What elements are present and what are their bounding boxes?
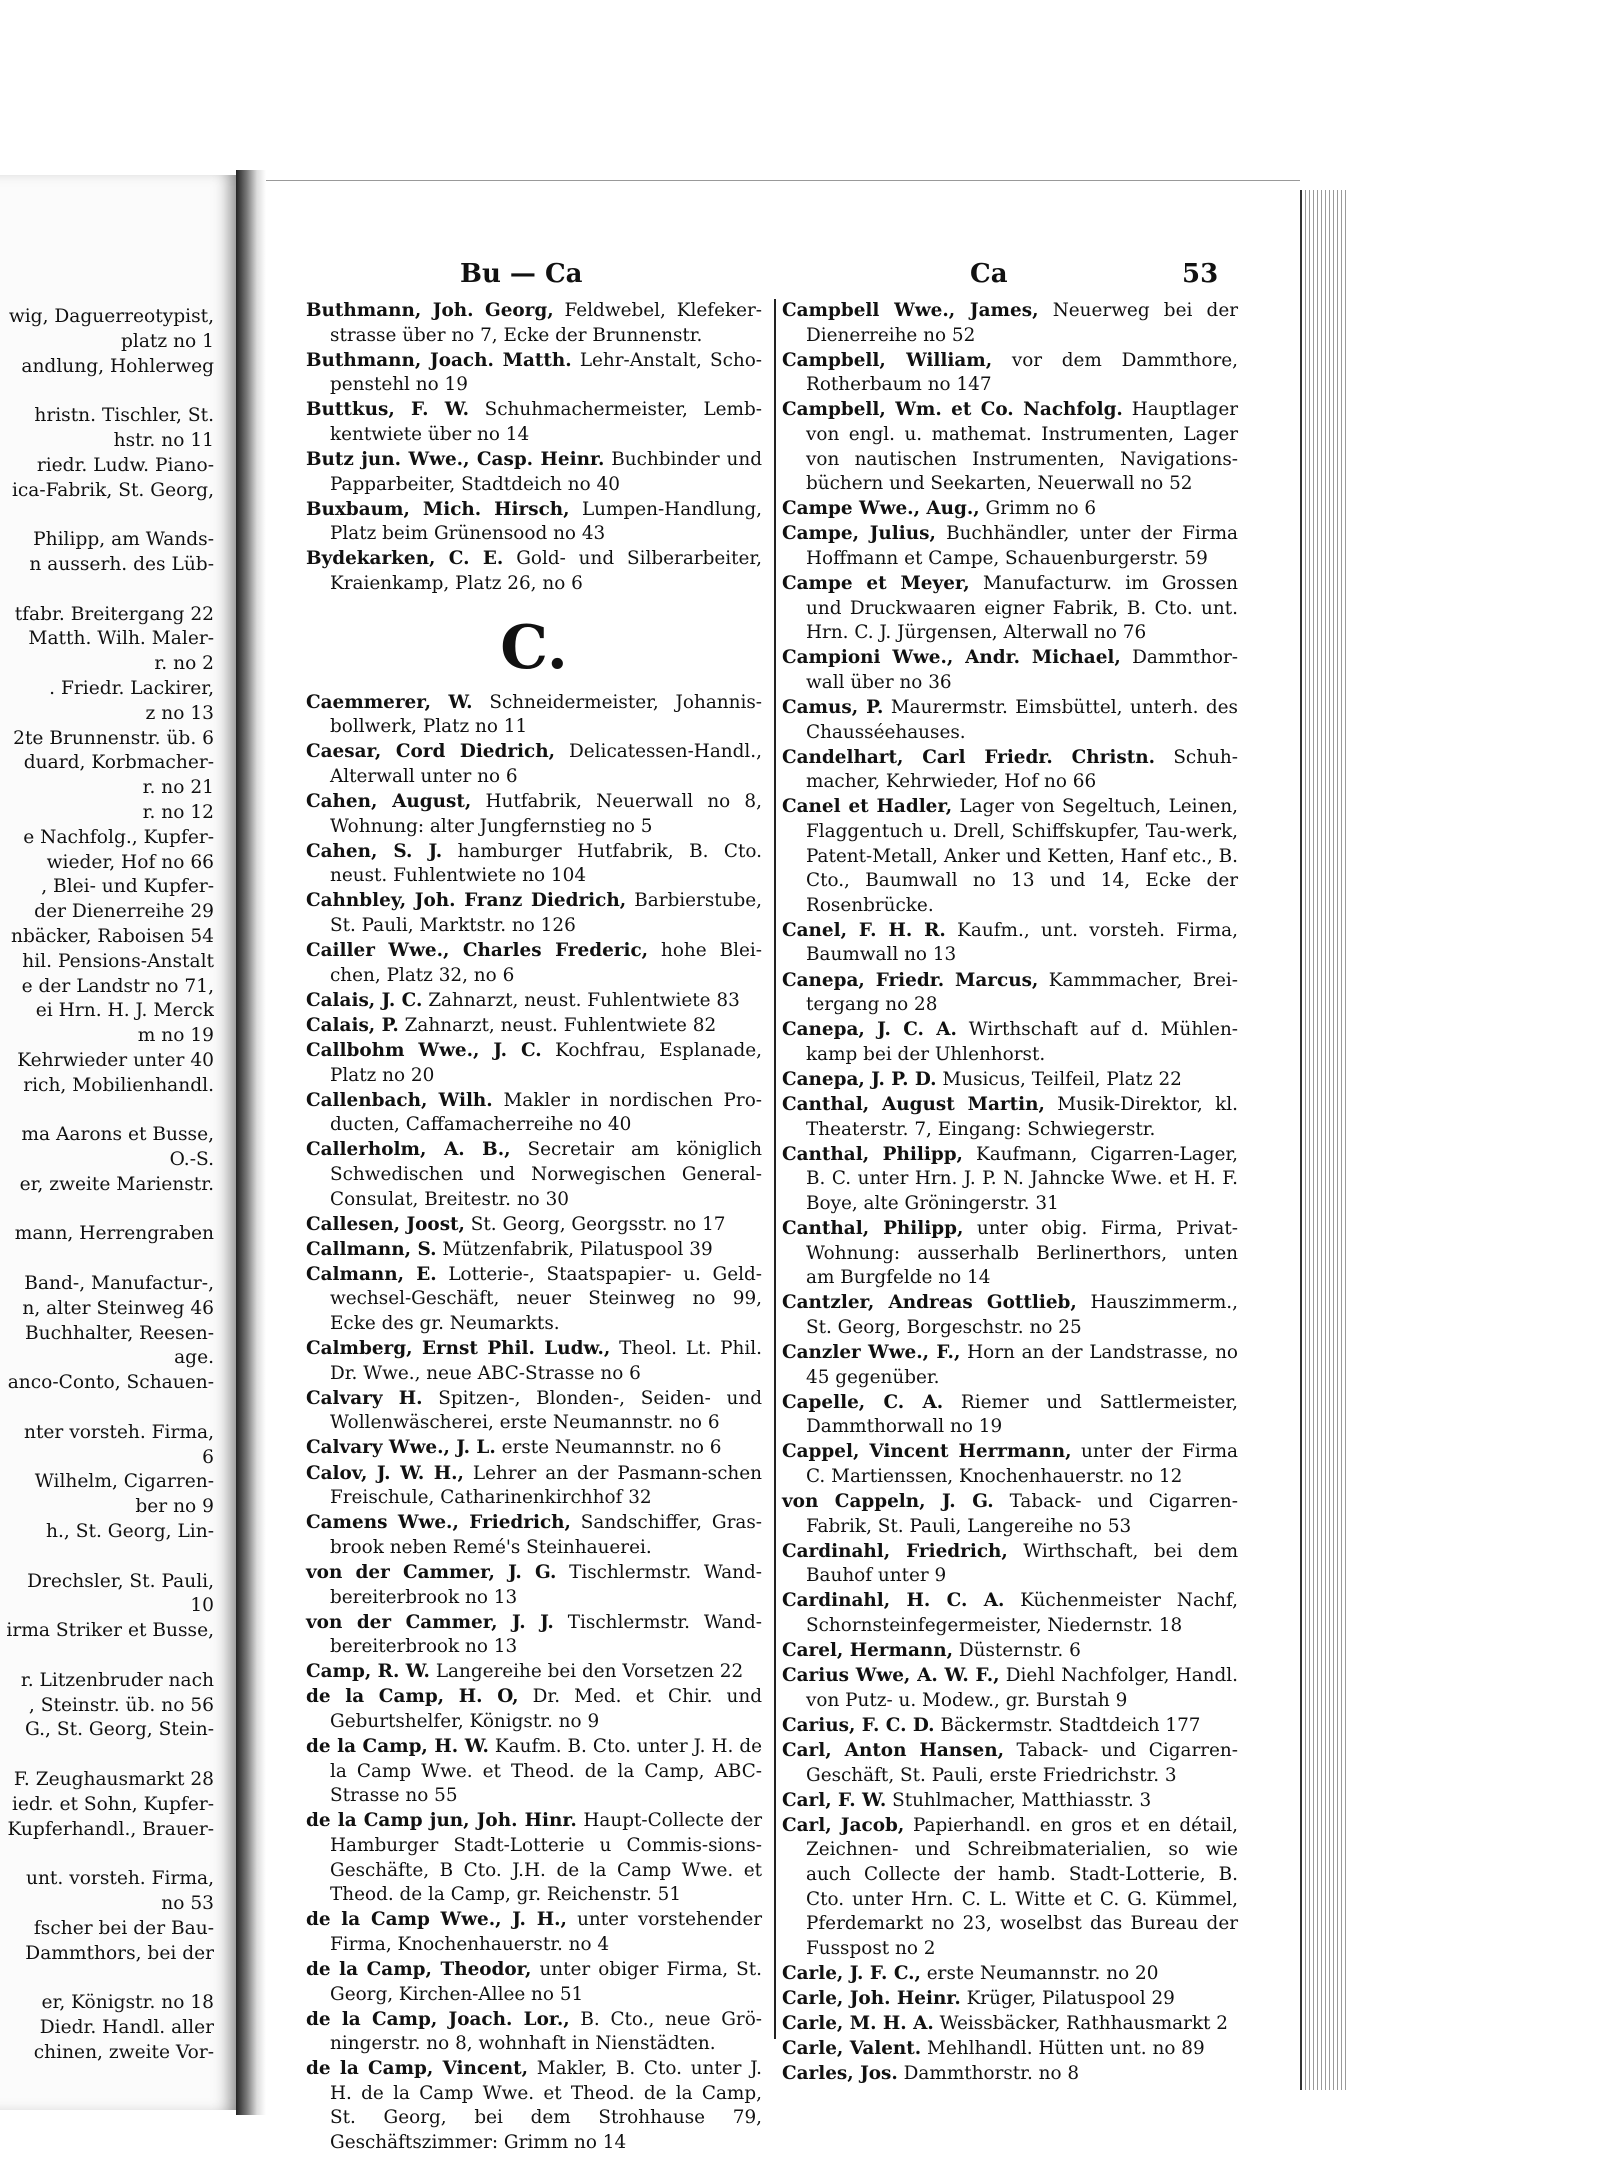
entry-details: erste Neumannstr. no 20	[920, 1962, 1159, 1984]
entry-name: Candelhart, Carl Friedr. Christn.	[782, 746, 1155, 768]
entry-details: Dammthorstr. no 8	[897, 2063, 1080, 2085]
entry-name: Callesen, Joost,	[306, 1213, 465, 1235]
header-range: Bu — Ca	[460, 259, 583, 289]
directory-entry	[306, 498, 762, 547]
entry-name: Carle, Valent.	[782, 2038, 922, 2060]
directory-entry	[782, 2012, 1238, 2037]
left-page-line: e Nachfolg., Kupfer-	[23, 826, 214, 848]
right-page	[266, 180, 1300, 2154]
entry-name: Carles, Jos.	[782, 2063, 898, 2085]
directory-entry	[306, 1462, 762, 1511]
entry-details: Kaufm., unt. vorsteh. Firma, Baumwall no 13	[806, 919, 1238, 966]
entry-details: Makler, B. Cto. unter J. H. de la Camp Wwe. et Theod. de la Camp, St. Georg, bei dem Strohhause 79, Geschäftszimmer: Grimm no 14	[330, 2058, 762, 2154]
entry-name: Buttkus, F. W.	[306, 399, 469, 421]
entry-details: Krüger, Pilatuspool 29	[960, 1987, 1175, 2009]
directory-entry	[782, 795, 1238, 918]
directory-entry	[782, 2037, 1238, 2062]
left-page-line: Drechsler, St. Pauli,	[27, 1570, 214, 1592]
entry-name: Calais, P.	[306, 1014, 399, 1036]
left-page-line: Dammthors, bei der	[25, 1942, 214, 1964]
entry-name: Calov, J. W. H.,	[306, 1462, 464, 1484]
left-page-line: fscher bei der Bau-	[33, 1917, 214, 1939]
entry-name: de la Camp Wwe., J. H.,	[306, 1909, 567, 1931]
entry-name: Carle, Joh. Heinr.	[782, 1987, 961, 2009]
entry-name: Capelle, C. A.	[782, 1391, 944, 1413]
directory-entry	[782, 919, 1238, 968]
entry-details: Diehl Nachfolger, Handl. von Putz- u. Modew., gr. Burstah 9	[806, 1665, 1239, 1711]
entry-name: Callerholm, A. B.,	[306, 1139, 511, 1161]
header-letters: Ca	[970, 259, 1008, 289]
directory-entry	[306, 1511, 762, 1560]
section-letter: C.	[500, 612, 568, 683]
entry-name: von der Cammer, J. J.	[306, 1611, 554, 1633]
entry-details: Mehlhandl. Hütten unt. no 89	[921, 2038, 1205, 2060]
entry-details: Düsternstr. 6	[953, 1640, 1081, 1662]
directory-entry	[782, 1987, 1238, 2012]
directory-entry	[782, 1589, 1238, 1638]
entry-name: Cahen, August,	[306, 791, 472, 812]
left-page-text	[0, 305, 214, 2066]
entry-name: Canel et Hadler,	[782, 796, 953, 818]
entry-details: hamburger Hutfabrik, B. Cto. neust. Fuhlentwiete no 104	[330, 840, 762, 887]
directory-entry	[306, 1238, 762, 1263]
entry-details: hohe Blei-chen, Platz 32, no 6	[330, 940, 762, 986]
left-page-line: O.-S.	[169, 1149, 214, 1171]
directory-entry	[306, 398, 762, 447]
entry-details: Theol. Lt. Phil. Dr. Wwe., neue ABC-Strasse no 6	[330, 1338, 762, 1384]
directory-entry	[306, 790, 762, 839]
left-page-line: r. no 12	[142, 801, 214, 823]
directory-entry	[306, 1561, 762, 1610]
entry-name: Campioni Wwe., Andr. Michael,	[782, 647, 1121, 669]
entry-details: Kaufm. B. Cto. unter J. H. de la Camp Wwe. et Theod. de la Camp, ABC-Strasse no 55	[330, 1736, 762, 1807]
left-page-line: er, zweite Marienstr.	[19, 1173, 214, 1195]
directory-entry	[782, 1217, 1238, 1291]
entry-name: Carle, M. H. A.	[782, 2012, 934, 2034]
entry-name: Campbell, Wm. et Co. Nachfolg.	[782, 399, 1123, 421]
left-page-line: e der Landstr no 71,	[21, 975, 214, 997]
left-page-line: Diedr. Handl. aller	[39, 2016, 214, 2038]
entries-before-section	[306, 299, 762, 597]
entry-details: Horn an der Landstrasse, no 45 gegenüber.	[806, 1341, 1238, 1388]
entry-details: Zahnarzt, neust. Fuhlentwiete 82	[398, 1014, 717, 1036]
entry-details: Barbierstube, St. Pauli, Marktstr. no 126	[330, 890, 762, 936]
directory-entry	[782, 1490, 1238, 1539]
directory-entry	[782, 1440, 1238, 1489]
entry-details: Manufacturw. im Grossen und Druckwaaren eigner Fabrik, B. Cto. unt. Hrn. C. J. Jürgensen, Alterwall no 76	[806, 573, 1238, 644]
entry-name: de la Camp, Vincent,	[306, 2058, 529, 2080]
entry-name: Carl, Jacob,	[782, 1814, 905, 1836]
directory-entry	[306, 1039, 762, 1088]
directory-entry	[782, 299, 1238, 348]
left-page-line: Wilhelm, Cigarren-	[34, 1471, 214, 1493]
entry-details: Taback- und Cigarren-Geschäft, St. Pauli, erste Friedrichstr. 3	[806, 1739, 1238, 1786]
entry-details: Taback- und Cigarren-Fabrik, St. Pauli, Langereihe no 53	[806, 1491, 1238, 1537]
left-page-line	[0, 503, 214, 528]
directory-entry	[782, 1391, 1238, 1440]
entry-details: Lager von Segeltuch, Leinen, Flaggentuch u. Drell, Schiffskupfer, Tau-werk, Patent-Metall, Anker und Ketten, Hanf etc., B. Cto., Baumwall no 13 und 14, Ecke der Rosenbrücke.	[806, 796, 1238, 916]
directory-entry	[782, 1093, 1238, 1142]
entry-name: Canepa, Friedr. Marcus,	[782, 969, 1039, 991]
left-page-line: riedr. Ludw. Piano-	[36, 454, 214, 476]
directory-entry	[306, 1436, 762, 1461]
entry-details: unter obiger Firma, St. Georg, Kirchen-Allee no 51	[330, 1958, 762, 2005]
left-page-line: nbäcker, Raboisen 54	[11, 925, 214, 947]
entry-details: Musicus, Teilfeil, Platz 22	[936, 1068, 1182, 1090]
entry-name: Campbell Wwe., James,	[782, 300, 1039, 321]
entry-details: Maurermstr. Eimsbüttel, unterh. des Chausséehauses.	[806, 697, 1238, 743]
entry-details: Wirthschaft, bei dem Bauhof unter 9	[806, 1540, 1239, 1587]
left-page-line: 6	[202, 1446, 214, 1468]
entry-details: Schuhmachermeister, Lemb-kentwiete über no 14	[330, 399, 762, 445]
directory-entry	[306, 1138, 762, 1212]
directory-entry	[782, 1540, 1238, 1589]
entry-details: unter der Firma C. Martienssen, Knochenhauerstr. no 12	[806, 1441, 1238, 1487]
directory-entry	[306, 1908, 762, 1957]
left-page-line: , Blei- und Kupfer-	[41, 876, 214, 898]
left-page-line: no 53	[161, 1893, 214, 1914]
directory-entry	[306, 1014, 762, 1039]
entry-details: Lehrer an der Pasmann-schen Freischule, Catharinenkirchhof 32	[330, 1462, 762, 1509]
directory-entry	[782, 1068, 1238, 1093]
entry-name: Calvary Wwe., J. L.	[306, 1437, 496, 1459]
entry-name: Cailler Wwe., Charles Frederic,	[306, 940, 649, 962]
entry-details: Weissbäcker, Rathhausmarkt 2	[933, 2012, 1228, 2034]
entry-details: Riemer und Sattlermeister, Dammthorwall no 19	[806, 1391, 1238, 1438]
entry-name: Carius, F. C. D.	[782, 1714, 935, 1736]
left-page-line: iedr. et Sohn, Kupfer-	[11, 1793, 214, 1815]
entry-name: Camens Wwe., Friedrich,	[306, 1512, 571, 1534]
directory-entry	[306, 2057, 762, 2155]
left-page-line: G., St. Georg, Stein-	[24, 1719, 214, 1741]
directory-entry	[306, 1958, 762, 2007]
entry-details: Kochfrau, Esplanade, Platz no 20	[330, 1039, 762, 1086]
left-page-line: hil. Pensions-Anstalt	[22, 950, 214, 972]
entry-name: Callmann, S.	[306, 1238, 437, 1260]
entry-details: St. Georg, Georgsstr. no 17	[464, 1213, 726, 1235]
directory-entry	[782, 1018, 1238, 1067]
entry-name: Camus, P.	[782, 697, 884, 718]
entry-name: Carle, J. F. C.,	[782, 1962, 921, 1984]
directory-entry	[306, 989, 762, 1014]
page-edges	[1300, 190, 1348, 2090]
left-page-line: ber no 9	[135, 1496, 214, 1518]
left-page-line	[0, 1198, 214, 1223]
entry-name: Canthal, August Martin,	[782, 1094, 1045, 1115]
directory-entry	[306, 1089, 762, 1138]
directory-entry	[782, 1789, 1238, 1814]
directory-column-left	[306, 299, 762, 2156]
directory-entry	[306, 1213, 762, 1238]
entry-details: Dr. Med. et Chir. und Geburtshelfer, Königstr. no 9	[330, 1686, 762, 1732]
entry-name: Carel, Hermann,	[782, 1640, 954, 1662]
entry-name: Cappel, Vincent Herrmann,	[782, 1441, 1072, 1463]
left-page-line: andlung, Hohlerweg	[21, 355, 214, 377]
directory-entry	[306, 1735, 762, 1809]
left-page-line: Band-, Manufactur-,	[24, 1273, 214, 1295]
left-page-line: wieder, Hof no 66	[46, 851, 214, 873]
entry-details: Wirthschaft auf d. Mühlen-kamp bei der Uhlenhorst.	[806, 1019, 1238, 1065]
entry-details: Bäckermstr. Stadtdeich 177	[934, 1714, 1201, 1736]
entry-details: Hauptlager von engl. u. mathemat. Instrumenten, Lager von nautischen Instrumenten, Navigations-büchern und Seekarten, Neuerwall no 52	[806, 399, 1238, 495]
entry-details: Langereihe bei den Vorsetzen 22	[429, 1661, 744, 1683]
entry-name: Cantzler, Andreas Gottlieb,	[782, 1292, 1077, 1314]
left-page-line: r. Litzenbruder nach	[20, 1669, 214, 1691]
entry-details: Buchhändler, unter der Firma Hoffmann et Campe, Schauenburgerstr. 59	[806, 523, 1238, 569]
entry-name: Calmann, E.	[306, 1263, 437, 1285]
entry-name: Buxbaum, Mich. Hirsch,	[306, 498, 570, 520]
entry-name: Cardinahl, H. C. A.	[782, 1590, 1005, 1612]
entry-name: Calvary H.	[306, 1387, 423, 1409]
entry-name: Bydekarken, C. E.	[306, 548, 504, 570]
left-page-line: n ausserh. des Lüb-	[29, 553, 214, 575]
directory-entry	[782, 1714, 1238, 1739]
entry-details: Delicatessen-Handl., Alterwall unter no 6	[330, 741, 762, 787]
entry-details: vor dem Dammthore, Rotherbaum no 147	[806, 349, 1238, 396]
entry-name: de la Camp jun, Joh. Hinr.	[306, 1810, 577, 1832]
entry-details: Lehr-Anstalt, Scho-penstehl no 19	[330, 349, 763, 396]
entry-name: de la Camp, H. O,	[306, 1686, 519, 1708]
directory-entry	[306, 448, 762, 497]
entry-name: Canthal, Philipp,	[782, 1143, 963, 1165]
entry-details: Hauszimmerm., St. Georg, Borgeschstr. no 25	[806, 1292, 1238, 1338]
entry-name: Buthmann, Joach. Matth.	[306, 349, 572, 371]
entry-details: Haupt-Collecte der Hamburger Stadt-Lotterie u Commis-sions-Geschäfte, B Cto. J.H. de la Camp Wwe. et Theod. de la Camp, gr. Reichenstr. 51	[330, 1810, 762, 1906]
entry-details: Feldwebel, Klefeker-strasse über no 7, Ecke der Brunnenstr.	[330, 300, 762, 346]
left-page-line: chinen, zweite Vor-	[33, 2041, 214, 2063]
left-page-line: unt. vorsteh. Firma,	[25, 1868, 214, 1890]
left-page-line: 2te Brunnenstr. üb. 6	[13, 727, 214, 749]
entry-name: Cardinahl, Friedrich,	[782, 1540, 1008, 1562]
left-page-line	[0, 1842, 214, 1867]
directory-entry	[306, 939, 762, 988]
entry-details: unter vorstehender Firma, Knochenhauerstr. no 4	[330, 1909, 762, 1955]
entry-name: Campe et Meyer,	[782, 573, 970, 595]
left-page-line: tfabr. Breitergang 22	[14, 603, 214, 625]
left-page-line: rich, Mobilienhandl.	[23, 1074, 214, 1096]
entry-details: Papierhandl. en gros et en détail, Zeichnen- und Schreibmaterialien, so wie auch Collecte der hamb. Stadt-Lotterie, B. Cto. unter Hrn. C. L. Witte et C. G. Kümmel, Pferdemarkt no 23, woselbst das Bureau der Fusspost no 2	[806, 1814, 1238, 1959]
directory-entry	[782, 746, 1238, 795]
entry-details: Dammthor-wall über no 36	[806, 647, 1238, 693]
directory-entry	[782, 1814, 1238, 1962]
entry-name: Cahnbley, Joh. Franz Diedrich,	[306, 890, 627, 912]
left-page-line: Kehrwieder unter 40	[17, 1049, 214, 1071]
entry-details: Secretair am königlich Schwedischen und Norwegischen General-Consulat, Breitestr. no 30	[330, 1139, 762, 1210]
entry-name: de la Camp, Joach. Lor.,	[306, 2008, 570, 2030]
entry-name: Calais, J. C.	[306, 989, 423, 1011]
entry-details: Mützenfabrik, Pilatuspool 39	[436, 1238, 713, 1260]
left-page-line: hristn. Tischler, St.	[34, 405, 214, 427]
page-number: 53	[1182, 259, 1219, 289]
left-page-line	[0, 1743, 214, 1768]
left-page-line	[0, 1396, 214, 1421]
entry-details: Schuh-macher, Kehrwieder, Hof no 66	[806, 746, 1238, 793]
directory-entry	[306, 1387, 762, 1436]
entry-details: Tischlermstr. Wand-bereiterbrook no 13	[330, 1561, 762, 1608]
entry-name: Callbohm Wwe., J. C.	[306, 1039, 542, 1061]
entry-name: Buthmann, Joh. Georg,	[306, 300, 554, 321]
directory-entry	[306, 2008, 762, 2057]
left-page-line: ica-Fabrik, St. Georg,	[11, 479, 214, 501]
entry-details: Kaufmann, Cigarren-Lager, B. C. unter Hrn. J. P. N. Jahncke Wwe. et H. F. Boye, alte Gröningerstr. 31	[806, 1143, 1238, 1214]
entry-name: Butz jun. Wwe., Casp. Heinr.	[306, 449, 605, 471]
entry-details: unter obig. Firma, Privat-Wohnung: ausserhalb Berlinerthors, unten am Burgfelde no 14	[806, 1217, 1238, 1289]
entry-name: Canepa, J. P. D.	[782, 1068, 937, 1090]
entry-details: Buchbinder und Papparbeiter, Stadtdeich no 40	[330, 449, 762, 495]
entry-name: Carius Wwe, A. W. F.,	[782, 1665, 1000, 1687]
left-page-line: F. Zeughausmarkt 28	[13, 1769, 214, 1791]
running-header	[266, 259, 1226, 299]
directory-entry	[782, 1143, 1238, 1217]
directory-entry	[782, 2062, 1238, 2087]
directory-entry	[306, 547, 762, 596]
left-page-line: irma Striker et Busse,	[6, 1620, 214, 1642]
left-page-line	[0, 1545, 214, 1570]
directory-entry	[782, 646, 1238, 695]
entry-details: Musik-Direktor, kl. Theaterstr. 7, Eingang: Schwiegerstr.	[806, 1094, 1238, 1140]
directory-entry	[782, 1664, 1238, 1713]
left-page-line: platz no 1	[120, 330, 214, 352]
directory-entry	[782, 1341, 1238, 1390]
left-page-line: anco-Conto, Schauen-	[7, 1372, 214, 1394]
entry-details: Küchenmeister Nachf, Schornsteinfegermeister, Niedernstr. 18	[806, 1590, 1238, 1636]
directory-entry	[306, 1337, 762, 1386]
entry-name: Canthal, Philipp,	[782, 1217, 964, 1239]
entry-details: B. Cto., neue Grö-ningerstr. no 8, wohnhaft in Nienstädten.	[330, 2008, 762, 2055]
left-page-line: Matth. Wilh. Maler-	[28, 628, 214, 650]
entry-name: von Cappeln, J. G.	[782, 1491, 994, 1512]
directory-entry	[782, 1739, 1238, 1788]
left-page-line: Philipp, am Wands-	[33, 529, 214, 551]
directory-entry	[306, 1809, 762, 1907]
entry-name: Campe Wwe., Aug.,	[782, 498, 980, 520]
entry-name: Calmberg, Ernst Phil. Ludw.,	[306, 1338, 611, 1360]
left-page-line: duard, Korbmacher-	[23, 752, 214, 774]
left-page-line	[0, 1099, 214, 1124]
entry-name: Callenbach, Wilh.	[306, 1089, 493, 1111]
entry-name: Carl, Anton Hansen,	[782, 1739, 1004, 1761]
left-page-line: hstr. no 11	[113, 429, 214, 451]
left-page-line	[0, 578, 214, 603]
directory-entry	[782, 969, 1238, 1018]
entry-name: Campe, Julius,	[782, 523, 936, 545]
directory-entry	[306, 840, 762, 889]
entry-details: Neuerweg bei der Dienerreihe no 52	[806, 300, 1239, 346]
left-page-line	[0, 379, 214, 404]
directory-entry	[306, 1685, 762, 1734]
entry-name: Caesar, Cord Diedrich,	[306, 741, 556, 763]
entry-details: Hutfabrik, Neuerwall no 8, Wohnung: alter Jungfernstieg no 5	[330, 791, 762, 837]
entry-name: Canepa, J. C. A.	[782, 1019, 957, 1041]
entry-details: Makler in nordischen Pro-ducten, Caffamacherreihe no 40	[330, 1089, 762, 1136]
directory-entry	[782, 1962, 1238, 1987]
entry-name: von der Cammer, J. G.	[306, 1561, 557, 1583]
directory-entry	[306, 1660, 762, 1685]
left-page	[0, 175, 237, 2110]
entry-name: Carl, F. W.	[782, 1789, 887, 1811]
directory-entry	[782, 1639, 1238, 1664]
left-page-line: z no 13	[145, 702, 214, 724]
left-page-line: er, Königstr. no 18	[41, 1992, 214, 2014]
left-page-line: der Dienerreihe 29	[34, 901, 214, 923]
directory-entry	[782, 497, 1238, 522]
entry-details: Schneidermeister, Johannis-bollwerk, Platz no 11	[330, 691, 763, 738]
left-page-line	[0, 1247, 214, 1272]
left-page-line: . Friedr. Lackirer,	[49, 677, 214, 699]
entry-details: Stuhlmacher, Matthiasstr. 3	[886, 1789, 1152, 1811]
left-page-line: wig, Daguerreotypist,	[8, 306, 214, 327]
directory-entry	[306, 299, 762, 348]
entry-details: erste Neumannstr. no 6	[495, 1437, 722, 1459]
entry-details: Gold- und Silberarbeiter, Kraienkamp, Platz 26, no 6	[330, 548, 762, 595]
book-gutter	[236, 170, 266, 2115]
left-page-line: m no 19	[137, 1025, 214, 1047]
left-page-line: Buchhalter, Reesen-	[25, 1322, 214, 1344]
directory-entry	[306, 1611, 762, 1660]
left-page-line: 10	[190, 1595, 214, 1617]
entry-details: Lotterie-, Staatspapier- u. Geld-wechsel-Geschäft, neuer Steinweg no 99, Ecke des gr. Neumarkts.	[330, 1263, 762, 1334]
left-page-line: , Steinstr. üb. no 56	[28, 1694, 214, 1716]
entry-name: de la Camp, Theodor,	[306, 1958, 532, 1980]
directory-entry	[782, 398, 1238, 496]
directory-entry	[782, 1291, 1238, 1340]
entry-name: Campbell, William,	[782, 349, 993, 371]
left-page-line: ma Aarons et Busse,	[21, 1124, 214, 1146]
directory-entry	[306, 349, 762, 398]
entry-name: Caemmerer, W.	[306, 691, 473, 713]
entry-details: Zahnarzt, neust. Fuhlentwiete 83	[422, 989, 740, 1011]
left-page-line: h., St. Georg, Lin-	[46, 1521, 214, 1543]
entry-name: Canel, F. H. R.	[782, 919, 946, 941]
left-page-line	[0, 1644, 214, 1669]
left-page-line	[0, 1966, 214, 1991]
directory-entry	[306, 691, 762, 740]
entry-details: Tischlermstr. Wand-bereiterbrook no 13	[330, 1611, 762, 1658]
left-page-line: age.	[174, 1347, 214, 1369]
entry-name: Cahen, S. J.	[306, 840, 443, 862]
entry-details: Spitzen-, Blonden-, Seiden- und Wollenwäscherei, erste Neumannstr. no 6	[330, 1387, 762, 1434]
directory-column-right	[774, 299, 1239, 2085]
entry-details: Grimm no 6	[979, 498, 1097, 520]
left-page-line: Kupferhandl., Brauer-	[7, 1818, 214, 1840]
directory-entry	[306, 889, 762, 938]
directory-entry	[306, 740, 762, 789]
entry-details: Kammmacher, Brei-tergang no 28	[806, 969, 1238, 1016]
directory-entry	[782, 349, 1238, 398]
entry-details: Lumpen-Handlung, Platz beim Grünensood no 43	[330, 498, 762, 545]
directory-entry	[782, 572, 1238, 646]
directory-entry	[782, 696, 1238, 745]
entry-name: de la Camp, H. W.	[306, 1736, 489, 1758]
left-page-line: mann, Herrengraben	[14, 1223, 214, 1245]
directory-entry	[306, 1263, 762, 1337]
left-page-line: n, alter Steinweg 46	[22, 1297, 214, 1319]
entries-after-section	[306, 691, 762, 2156]
left-page-line: r. no 21	[142, 777, 214, 799]
left-page-line: nter vorsteh. Firma,	[23, 1421, 214, 1443]
entry-name: Canzler Wwe., F.,	[782, 1341, 961, 1363]
directory-entry	[782, 522, 1238, 571]
left-page-line: ei Hrn. H. J. Merck	[35, 1000, 214, 1022]
left-page-line: r. no 2	[154, 653, 214, 675]
entry-details: Sandschiffer, Gras-brook neben Remé's Steinhauerei.	[330, 1512, 762, 1558]
entry-name: Camp, R. W.	[306, 1661, 430, 1683]
